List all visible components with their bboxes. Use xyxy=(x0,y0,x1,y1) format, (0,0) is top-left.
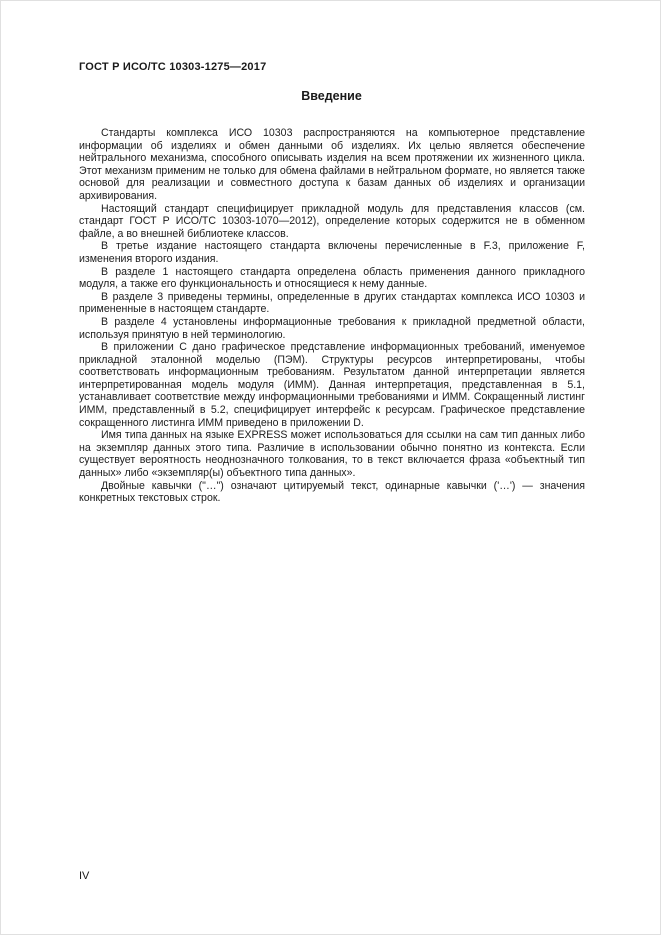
document-code: ГОСТ Р ИСО/ТС 10303-1275—2017 xyxy=(79,61,267,73)
paragraph-module-spec: Настоящий стандарт специфицирует прикладной модуль для представления классов (см. стандарт ГОСТ Р ИСО/ТС 10303-1070—2012), определение которых содержится не в обменном файле, а во внешней библиотеке классов. xyxy=(79,202,585,240)
page-title: Введение xyxy=(301,89,362,103)
paragraph-express-types: Имя типа данных на языке EXPRESS может использоваться для ссылки на сам тип данных либо на экземпляр данных этого типа. Различие в использовании обычно понятно из контекста. Если существует вероятность неоднозначного толкования, то в текст включается фраза «объектный тип данных» либо «экземпляр(ы) объектного типа данных». xyxy=(79,429,585,480)
paragraph-intro-scope: Стандарты комплекса ИСО 10303 распространяются на компьютерное представление информации об изделиях и обмен данными об изделиях. Их целью является обеспечение нейтрального механизма, способного описывать изделия на всем протяжении их жизненного цикла. Этот механизм применим не только для обмена файлами в нейтральном формате, но является также основой для реализации и совместного доступа к базам данных об изделиях и организации архивирования. xyxy=(79,127,585,202)
paragraph-section-3: В разделе 3 приведены термины, определенные в других стандартах комплекса ИСО 10303 и примененные в настоящем стандарте. xyxy=(79,290,585,316)
paragraph-section-1: В разделе 1 настоящего стандарта определена область применения данного прикладного модуля, а также его функциональность и относящиеся к нему данные. xyxy=(79,265,585,291)
paragraph-quotes: Двойные кавычки ("…") означают цитируемый текст, одинарные кавычки ('…') — значения конкретных текстовых строк. xyxy=(79,479,585,505)
paragraph-annex-c: В приложении С дано графическое представление информационных требований, именуемое прикладной эталонной моделью (ПЭМ). Структуры ресурсов интерпретированы, чтобы соответствовать информационным требованиям. Результатом данной интерпретации является интерпретированная модель модуля (ИММ). Данная интерпретация, представленная в 5.1, устанавливает соответствие между информационными требованиями и ИММ. Сокращенный листинг ИММ, представленный в 5.2, специфицирует интерфейс к ресурсам. Графическое представление сокращенного листинга ИММ приведено в приложении D. xyxy=(79,341,585,429)
document-body xyxy=(79,127,585,505)
paragraph-section-4: В разделе 4 установлены информационные требования к прикладной предметной области, используя принятую в ней терминологию. xyxy=(79,315,585,341)
paragraph-third-edition: В третье издание настоящего стандарта включены перечисленные в F.3, приложение F, изменения второго издания. xyxy=(79,240,585,265)
page-number: IV xyxy=(79,870,90,882)
